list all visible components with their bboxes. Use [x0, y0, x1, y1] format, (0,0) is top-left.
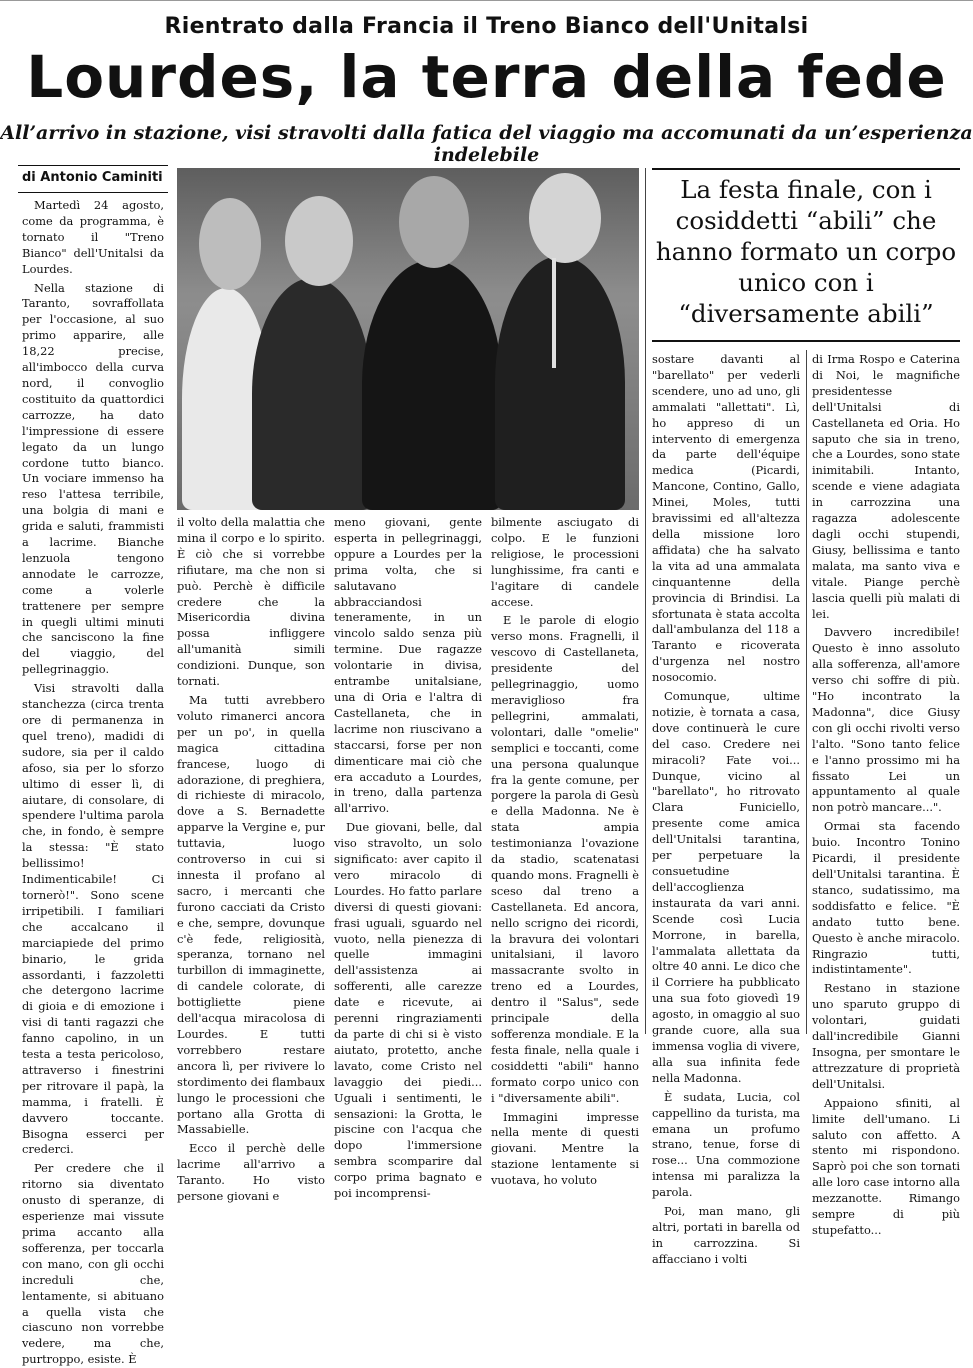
article-column-5 — [652, 352, 800, 1266]
paragraph: Ma tutti avrebbero voluto rimanerci ancora per un po', in quella magica cittadina francese, luogo di adorazione, di preghiera, di richieste di miracolo, dove a S. Bernadette apparve la Vergine e, pur tuttavia, luogo controverso in cui si innesta il profano al sacro, i mercanti che furono cacciati da Cristo e che, sempre, dovunque c'è fede, religiosità, speranza, tornano nel turbillon di immaginette, di candele colorate, di bottigliette piene dell'acqua miracolosa di Lourdes. E tutti vorrebbero restare ancora lì, per rivivere lo stordimento dei flambaux lungo le processioni che portano alla Grotta di Massabielle. — [177, 692, 325, 1137]
article-photo — [177, 168, 639, 510]
paragraph: Ormai sta facendo buio. Incontro Tonino Picardi, il presidente dell'Unitalsi tarantina. È stanco, sudatissimo, ma soddisfatto e felice. "È andato tutto bene. Questo è anche miracolo. Ringrazio tutti, indistintamente". — [812, 819, 960, 977]
article-column-6 — [812, 352, 960, 1237]
photo-person-4 — [495, 256, 625, 510]
photo-person-3 — [362, 260, 502, 510]
photo-lanyard — [552, 258, 556, 368]
paragraph: il volto della malattia che mina il corpo e lo spirito. È ciò che si vorrebbe rifiutare, ma che non si può. Perchè è difficile credere che la Misericordia divina possa infliggere all'umanità simili condizioni. Dunque, son tornati. — [177, 515, 325, 689]
photo-person-4-head — [529, 173, 601, 263]
byline: di Antonio Caminiti — [22, 170, 163, 185]
paragraph: E le parole di elogio verso mons. Fragnelli, il vescovo di Castellaneta, presidente del pellegrinaggio, uomo meraviglioso fra pellegrini, ammalati, volontari, dalle "omelie" semplici e toccanti, come una persona qualunque fra la gente comune, per porgere la parola di Gesù e della Madonna. Ne è stata ampia testimonianza l'ovazione da stadio, scatenatasi quando mons. Fragnelli è sceso dal treno a Castellaneta. Ed ancora, nello scrigno dei ricordi, la bravura dei volontari unitalsiani, il lavoro massacrante svolto in treno ed a Lourdes, dentro il "Salus", sede principale della sofferenza mondiale. E la festa finale, nella quale i cosiddetti "abili" hanno formato corpo unico con i "diversamente abili". — [491, 613, 639, 1105]
column-rule — [645, 168, 646, 1034]
page-top-rule — [0, 0, 973, 7]
paragraph: Due giovani, belle, dal viso stravolto, un solo significato: aver capito il vero miracolo di Lourdes. Ho fatto parlare diversi di questi giovani: frasi uguali, sguardo nel vuoto, nella pienezza di quelle immagini dell'assistenza ai sofferenti, alle carezze date e ricevute, ai perenni ringraziamenti da parte di chi si è visto aiutato, protetto, anche lavato, come Cristo nel lavaggio dei piedi... Uguali i sentimenti, le sensazioni: la Grotta, le piscine con l'acqua che dopo l'immersione sembra scomparire dal corpo prima bagnato e poi incomprensi- — [334, 820, 482, 1201]
paragraph: meno giovani, gente esperta in pellegrinaggi, oppure a Lourdes per la prima volta, che si salutavano abbracciandosi teneramente, in un vincolo saldo senza più termine. Due ragazze volontarie in divisa, entrambe unitalsiane, una di Oria e l'altra di Castellaneta, che in lacrime non riuscivano a staccarsi, forse per non dimenticare mai ciò che era accaduto a Lourdes, in treno, dalla partenza all'arrivo. — [334, 515, 482, 816]
paragraph: sostare davanti al "barellato" per vederli scendere, uno ad uno, gli ammalati "allettati". Lì, ho appreso di un intervento di emergenza da parte dell'équipe medica (Picardi, Mancone, Contino, Gallo, Minei, Moles, tutti bravissimi ed all'altezza della missione loro affidata) che ha salvato la vita ad una ammalata cinquantenne della provincia di Brindisi. La sfortunata è stata accolta dall'ambulanza del 118 a Taranto e ricoverata d'urgenza nel nostro nosocomio. — [652, 352, 800, 685]
paragraph: Ecco il perchè delle lacrime all'arrivo a Taranto. Ho visto persone giovani e — [177, 1141, 325, 1204]
byline-rule-bottom — [18, 192, 168, 193]
column-rule — [806, 350, 807, 1034]
paragraph: Appaiono sfiniti, al limite dell'umano. Li saluto con affetto. A stento mi rispondono. Saprò poi che son tornati alle loro case intorno alla mezzanotte. Rimango sempre di più stupefatto... — [812, 1095, 960, 1237]
paragraph: Martedì 24 agosto, come da programma, è tornato il "Treno Bianco" dell'Unitalsi da Lourdes. — [22, 198, 164, 276]
paragraph: Davvero incredibile! Questo è inno assoluto alla sofferenza, all'amore verso chi soffre di più. "Ho incontrato la Madonna", dice Giusy con gli occhi rivolti verso l'alto. "Sono tanto felice e l'anno prossimo mi ha fissato Lei un appuntamento al quale non potrò mancare...". — [812, 625, 960, 815]
photo-person-2-head — [285, 196, 353, 286]
paragraph: Per credere che il ritorno sia diventato onusto di speranze, di esperienze mai vissute prima accanto alla sofferenza, per toccarla con mano, con gli occhi increduli che, lentamente, si abituano a quella vista che ciascuno non vorrebbe vedere, ma che, purtroppo, esiste. È — [22, 1161, 164, 1367]
byline-rule-top — [18, 165, 168, 166]
headline: Lourdes, la terra della fede — [26, 43, 947, 111]
kicker: Rientrato dalla Francia il Treno Bianco dell'Unitalsi — [164, 14, 809, 39]
paragraph: Visi stravolti dalla stanchezza (circa trenta ore di permanenza in quel treno), madidi di sudore, sia per il caldo afoso, sia per lo sforzo ultimo di esser lì, di aiutare, di consolare, di spendere l'ultima parola che, in fondo, è sempre la stessa: "È stato bellissimo! Indimenticabile! Ci tornerò!". Sono scene irripetibili. I familiari che accalcano il marciapiede del primo binario, le grida assordanti, i fazzoletti che detergono lacrime di gioia e di emozione i visi di tanti ragazzi che fanno capolino, in un testa a testa pericoloso, attraverso i finestrini per ritrovare il papà, la mamma, i fratelli. È davvero toccante. Bisogna esserci per crederci. — [22, 681, 164, 1157]
article-column-3 — [334, 515, 482, 1201]
paragraph: Comunque, ultime notizie, è tornata a casa, dove continuerà le cure del caso. Credere nei miracoli? Fate voi... Dunque, vicino al "barellato", ho ritrovato Clara Funiciello, presente come amica dell'Unitalsi tarantina, per perpetuare la consuetudine dell'accoglienza instaurata da vari anni. Scende così Lucia Morrone, in barella, l'ammalata allettata da oltre 40 anni. Le dico che il Corriere ha pubblicato una sua foto giovedì 19 agosto, in omaggio al suo grande cuore, alla sua immensa voglia di vivere, alla sua infinita fede nella Madonna. — [652, 689, 800, 1085]
photo-person-3-head — [399, 176, 469, 268]
pull-quote-box — [652, 168, 960, 342]
article-column-2 — [177, 515, 325, 1204]
paragraph: Restano in stazione uno sparuto gruppo di volontari, guidati dall'incredibile Gianni Insogna, per smontare le attrezzature di proprietà dell'Unitalsi. — [812, 981, 960, 1091]
paragraph: È sudata, Lucia, col cappellino da turista, ma emana un profumo strano, tenue, forse di rose... Una commozione intensa mi paralizza la parola. — [652, 1089, 800, 1200]
paragraph: Poi, man mano, gli altri, portati in barella od in carrozzina. Si affacciano i volti — [652, 1204, 800, 1266]
photo-person-2 — [252, 278, 372, 510]
pull-quote: La festa finale, con i cosiddetti “abili” che hanno formato un corpo unico con i “diversamente abili” — [655, 175, 957, 328]
article-column-1 — [22, 198, 164, 1367]
paragraph: Immagini impresse nella mente di questi giovani. Mentre la stazione lentamente si vuotava, ho voluto — [491, 1109, 639, 1188]
paragraph: Nella stazione di Taranto, sovraffollata per l'occasione, al suo primo apparire, alle 18,22 precise, all'imbocco della curva nord, il convoglio costituito da quattordici carrozze, ha dato l'impressione di essere legato da un lungo cordone tutto bianco. Un vociare immenso ha reso l'attesa terribile, una bolgia di mani e grida e saluti, frammisti a lacrime. Bianche lenzuola tengono annodate le carrozze, come a volerle trattenere per sempre in quegli ultimi minuti che sanciscono la fine del viaggio, del pellegrinaggio. — [22, 280, 164, 677]
paragraph: bilmente asciugato di colpo. E le funzioni religiose, le processioni lunghissime, fra canti e l'agitare di candele accese. — [491, 515, 639, 609]
article-column-4 — [491, 515, 639, 1188]
paragraph: di Irma Rospo e Caterina di Noi, le magnifiche presidentesse dell'Unitalsi di Castellaneta ed Oria. Ho saputo che sia in treno, che a Lourdes, sono state inimitabili. Intanto, scende e viene adagiata in carrozzina una ragazza adolescente dagli occhi stupendi, Giusy, bellissima e tanto malata, ma santo viva e vitale. Piange perchè lascia quelli più malati di lei. — [812, 352, 960, 621]
subheadline: All’arrivo in stazione, visi stravolti dalla fatica del viaggio ma accomunati da un’esperienza indelebile — [0, 122, 973, 166]
photo-person-1-head — [199, 198, 261, 290]
